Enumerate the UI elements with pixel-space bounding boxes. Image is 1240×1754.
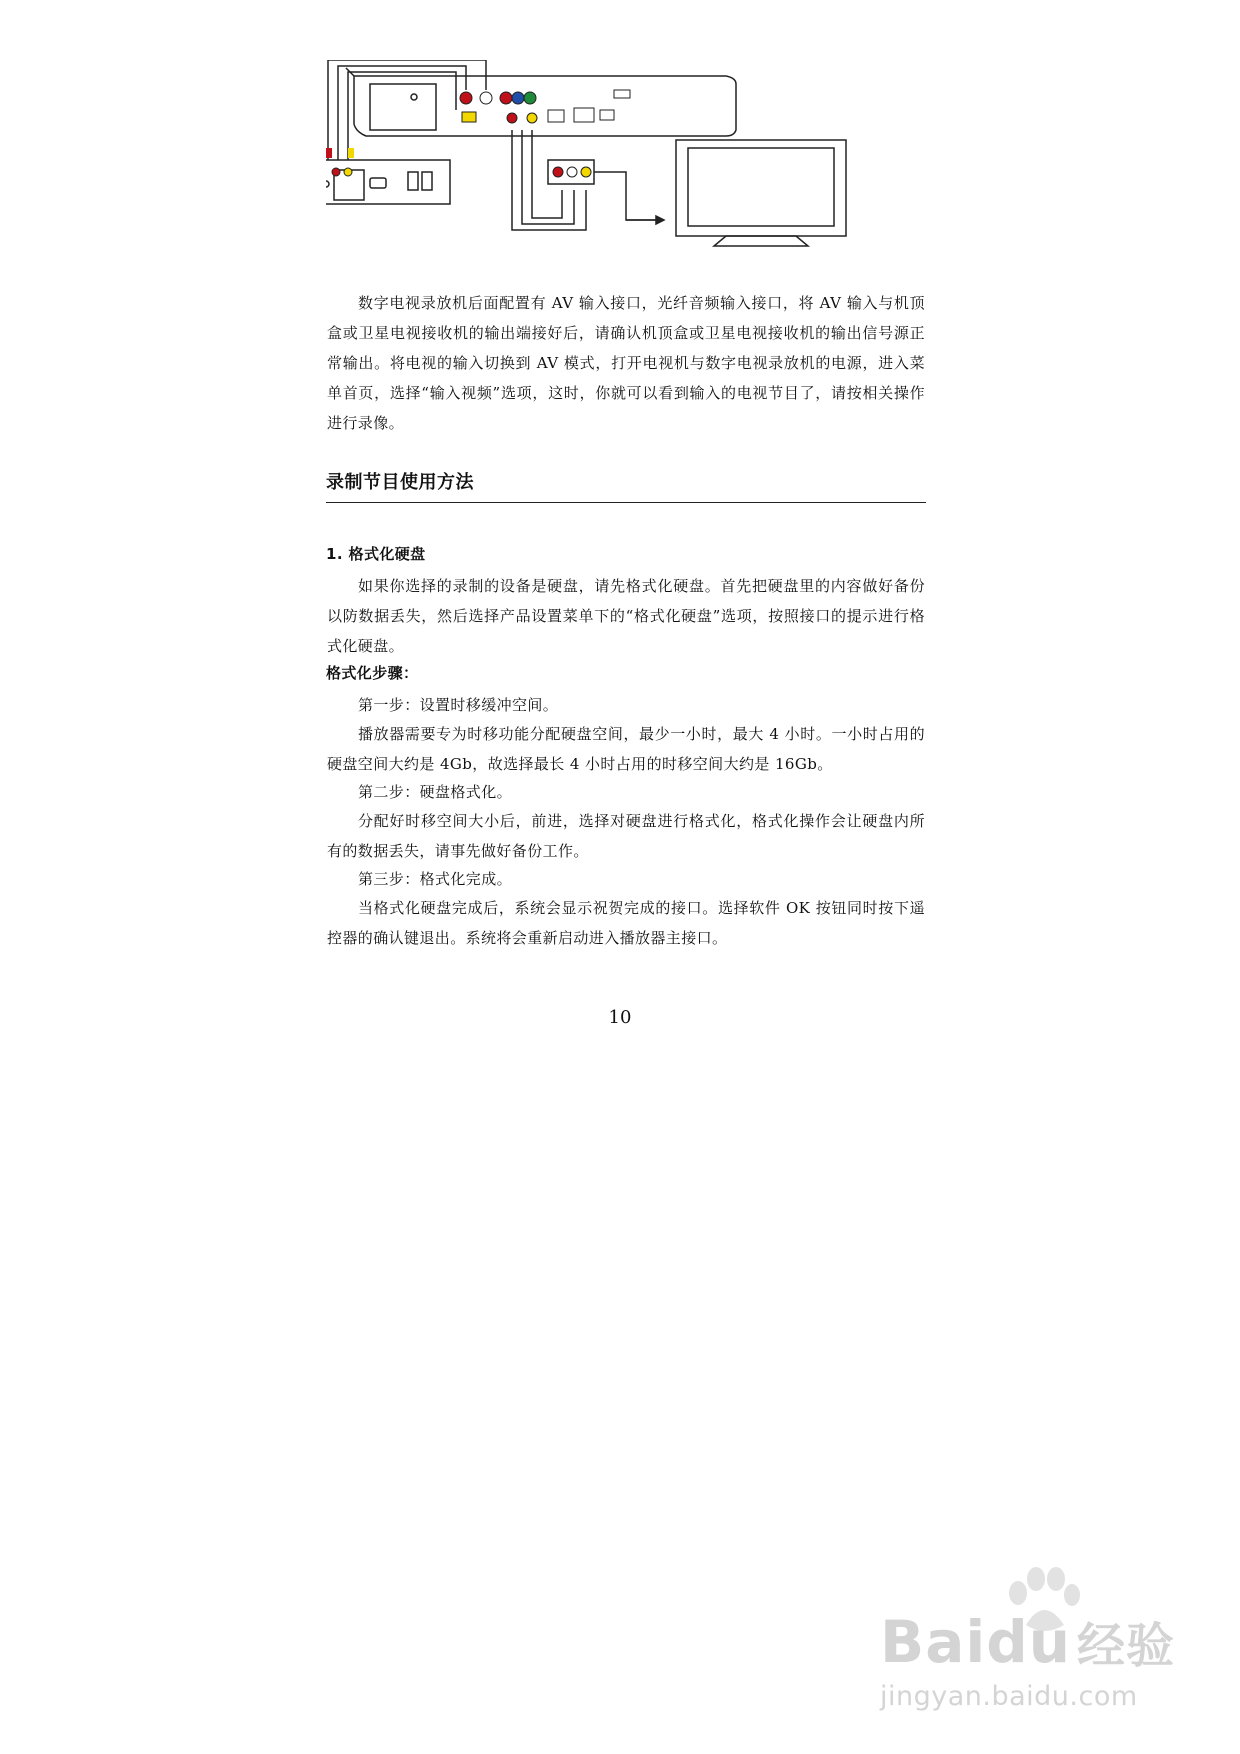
recorder-jacks bbox=[460, 90, 630, 123]
page-number: 10 bbox=[608, 1007, 632, 1028]
watermark-suffix: 经验 bbox=[1077, 1618, 1176, 1674]
intro-paragraph: 数字电视录放机后面配置有 AV 输入接口，光纤音频输入接口，将 AV 输入与机顶盒或卫星电视接收机的输出端接好后，请确认机顶盒或卫星电视接收机的输出信号源正常输出。将电视的输入切换到 AV 模式，打开电视机与数字电视录放机的电源，进入菜单首页，选择“输入视频”选项，这时，你就可以看到输入的电视节目了，请按相关操作进行录像。 bbox=[327, 294, 925, 432]
watermark-url: jingyan.baidu.com bbox=[880, 1681, 1138, 1712]
set-top-box bbox=[326, 160, 450, 204]
watermark bbox=[880, 1565, 1210, 1715]
stb-jacks bbox=[326, 148, 354, 176]
watermark-brand: Baidu bbox=[880, 1608, 1072, 1676]
recorder-device bbox=[346, 68, 736, 136]
section-title: 录制节目使用方法 bbox=[326, 472, 474, 493]
tv-set bbox=[676, 140, 846, 246]
step-1-body: 播放器需要专为时移功能分配硬盘空间，最少一小时，最大 4 小时。一小时占用的硬盘空间大约是 4Gb，故选择最长 4 小时占用的时移空间大约是 16Gb。 bbox=[327, 725, 925, 773]
format-intro: 如果你选择的录制的设备是硬盘，请先格式化硬盘。首先把硬盘里的内容做好备份以防数据丢失，然后选择产品设置菜单下的“格式化硬盘”选项，按照接口的提示进行格式化硬盘。 bbox=[327, 577, 925, 655]
step-2-title: 第二步：硬盘格式化。 bbox=[358, 783, 513, 801]
connection-diagram bbox=[326, 60, 926, 260]
steps-label: 格式化步骤： bbox=[326, 664, 419, 682]
subsection-title: 1. 格式化硬盘 bbox=[326, 545, 426, 563]
step-2-body: 分配好时移空间大小后，前进，选择对硬盘进行格式化，格式化操作会让硬盘内所有的数据丢失，请事先做好备份工作。 bbox=[327, 812, 925, 860]
step-3-title: 第三步：格式化完成。 bbox=[358, 870, 513, 888]
step-3-body: 当格式化硬盘完成后，系统会显示祝贺完成的接口。选择软件 OK 按钮同时按下遥控器的确认键退出。系统将会重新启动进入播放器主接口。 bbox=[327, 899, 925, 947]
step-1-title: 第一步：设置时移缓冲空间。 bbox=[358, 696, 559, 714]
section-divider bbox=[326, 502, 926, 503]
av-plate-jacks bbox=[553, 167, 591, 177]
